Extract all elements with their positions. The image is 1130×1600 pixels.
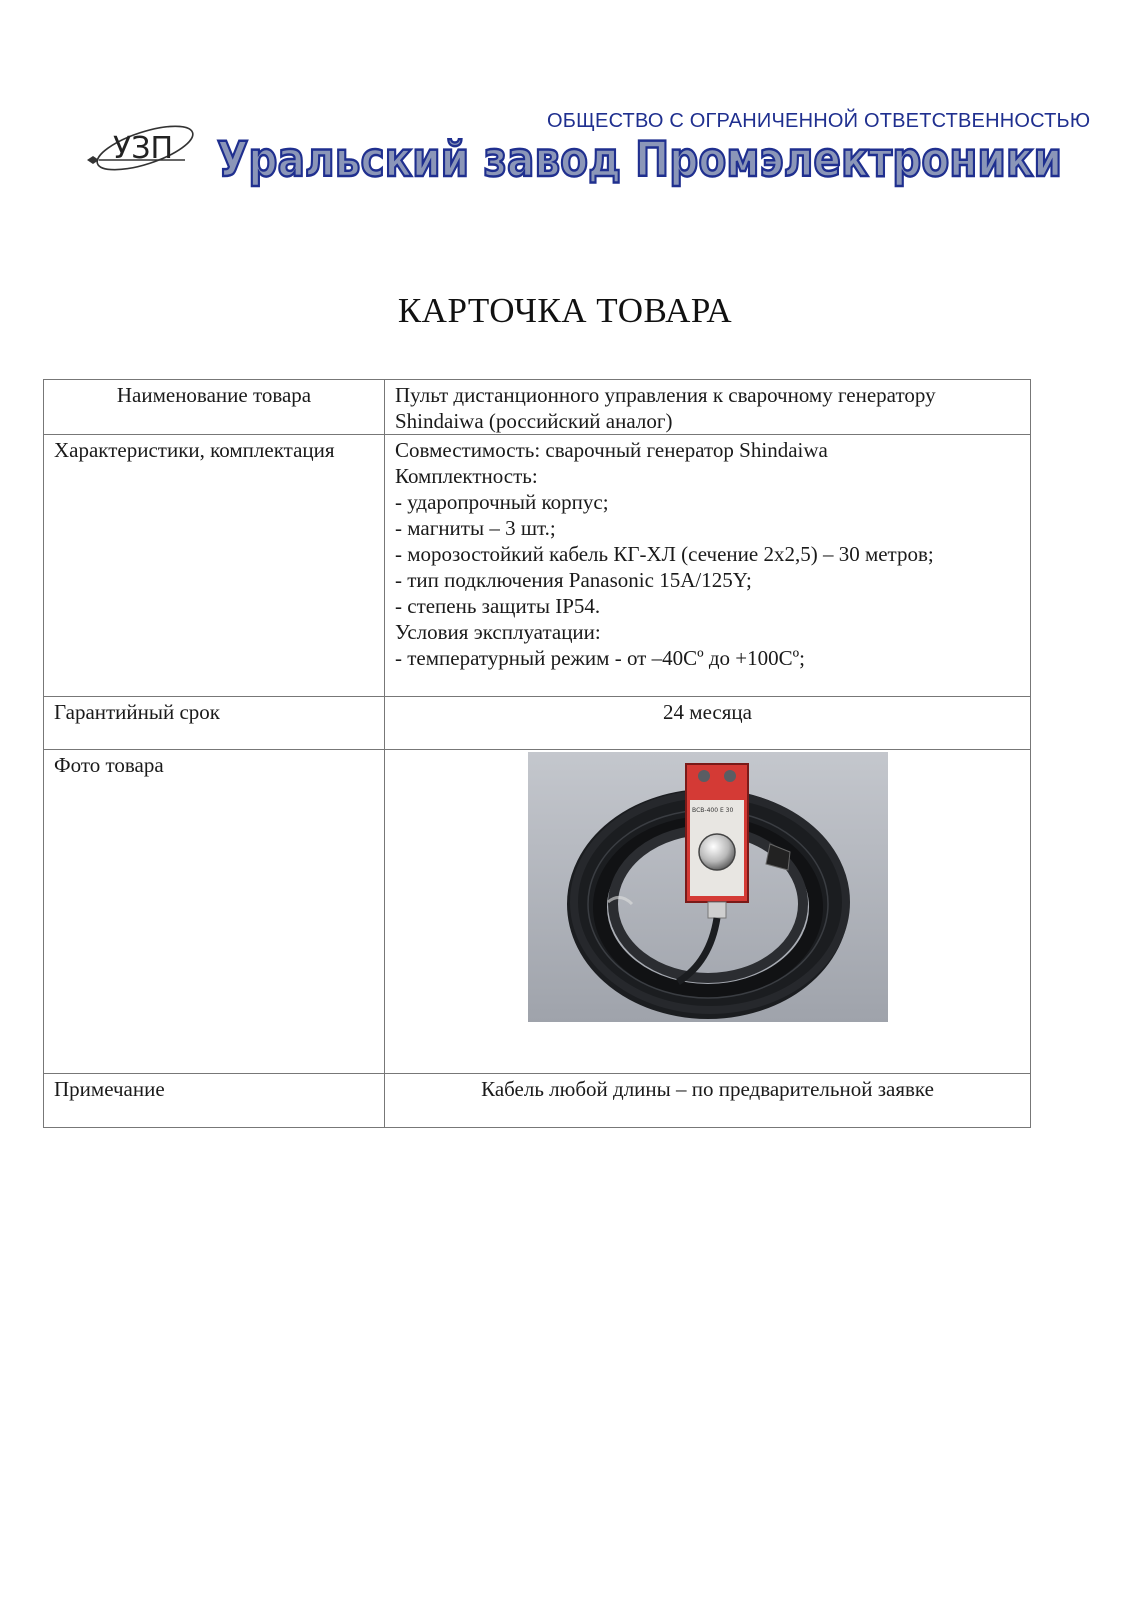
specs-cell <box>385 435 1031 697</box>
letterhead <box>85 100 1091 200</box>
product-photo <box>528 752 888 1022</box>
product-card-table <box>43 379 1031 1128</box>
table-row <box>44 380 1031 435</box>
company-logo-icon <box>85 118 197 180</box>
spec-line: - степень защиты IP54. <box>395 594 601 618</box>
spec-line: - температурный режим - от –40Сº до +100Сº; <box>395 646 806 670</box>
row-label: Характеристики, комплектация <box>44 435 385 697</box>
note-value: Кабель любой длины – по предварительной заявке <box>385 1074 1031 1128</box>
spec-line: Совместимость: сварочный генератор Shindaiwa <box>395 438 828 462</box>
row-label: Наименование товара <box>44 380 385 435</box>
warranty-value: 24 месяца <box>385 697 1031 750</box>
logo-letters: УЗП <box>113 131 174 166</box>
table-row <box>44 1074 1031 1128</box>
spec-line: - магниты – 3 шт.; <box>395 516 556 540</box>
table-row <box>44 435 1031 697</box>
spec-line: - морозостойкий кабель КГ-ХЛ (сечение 2х2,5) – 30 метров; <box>395 542 934 566</box>
spec-line: Условия эксплуатации: <box>395 620 601 644</box>
spec-line: Комплектность: <box>395 464 538 488</box>
photo-cell <box>385 750 1031 1074</box>
row-label: Фото товара <box>44 750 385 1074</box>
spec-line: - тип подключения Panasonic 15A/125Y; <box>395 568 752 592</box>
spec-line: - ударопрочный корпус; <box>395 490 609 514</box>
row-label: Примечание <box>44 1074 385 1128</box>
table-row <box>44 697 1031 750</box>
org-name-title <box>215 130 1065 186</box>
table-row <box>44 750 1031 1074</box>
document-title: КАРТОЧКА ТОВАРА <box>397 291 733 330</box>
org-form-text: ОБЩЕСТВО С ОГРАНИЧЕННОЙ ОТВЕТСТВЕННОСТЬЮ <box>547 110 1091 132</box>
device-label: ВСВ-400 Е 30 <box>691 807 733 814</box>
product-name-cell <box>385 380 1031 435</box>
product-name-line: Пульт дистанционного управления к сварочному генератору <box>395 383 936 407</box>
product-name-line: Shindaiwa (российский аналог) <box>395 409 673 433</box>
org-name-text: Уральский завод Промэлектроники <box>217 132 1062 188</box>
row-label: Гарантийный срок <box>44 697 385 750</box>
